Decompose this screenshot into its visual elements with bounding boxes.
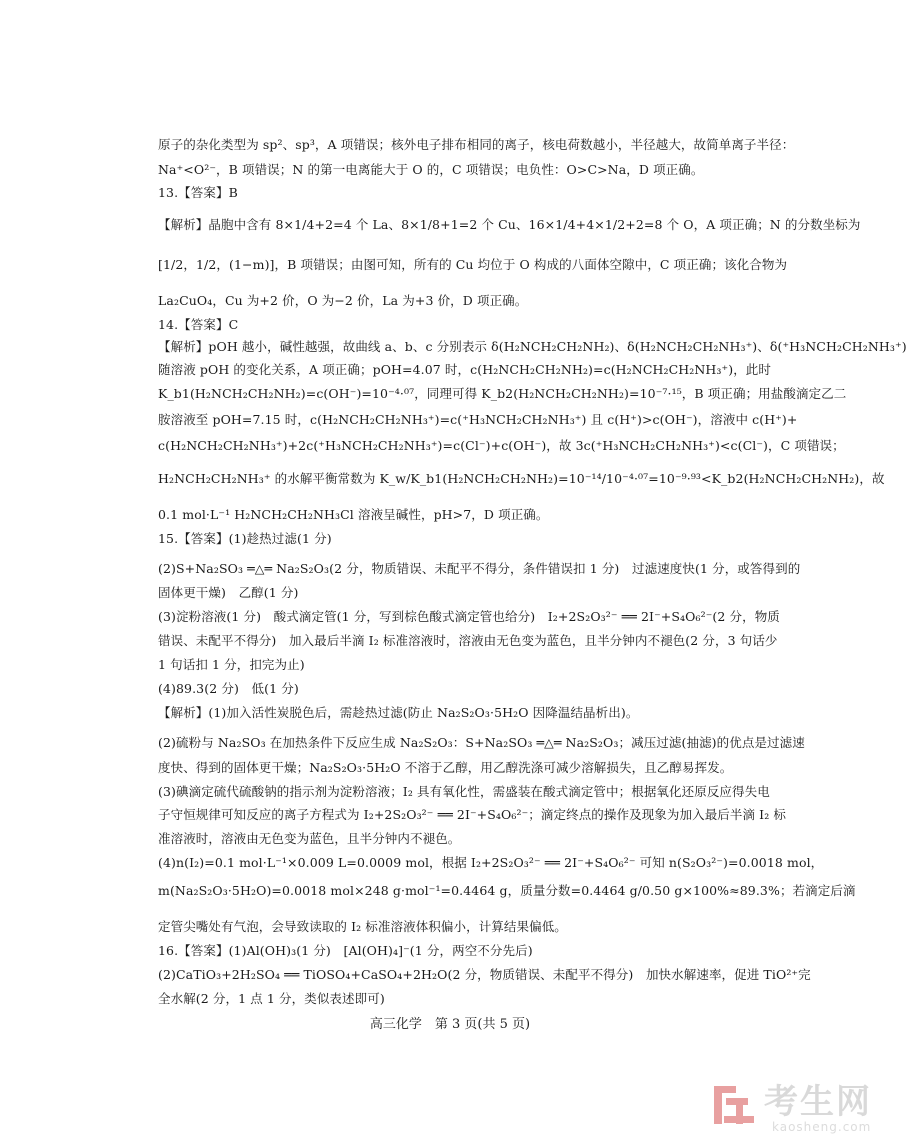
question-13-answer: 13.【答案】B bbox=[158, 185, 238, 200]
text-line: 【解析】(1)加入活性炭脱色后，需趁热过滤(防止 Na₂S₂O₃·5H₂O 因降温结晶析出)。 bbox=[158, 705, 639, 720]
watermark bbox=[712, 1082, 892, 1136]
text-line: 【解析】pOH 越小，碱性越强，故曲线 a、b、c 分别表示 δ(H₂NCH₂CH₂NH₂)、δ(H₂NCH₂CH₂NH₃⁺)、δ(⁺H₃NCH₂CH₂NH₃⁺) bbox=[158, 339, 907, 354]
watermark-name: 考生网 bbox=[764, 1082, 872, 1122]
text-line: 随溶液 pOH 的变化关系，A 项正确；pOH=4.07 时，c(H₂NCH₂CH₂NH₂)=c(H₂NCH₂CH₂NH₃⁺)，此时 bbox=[158, 362, 772, 377]
text-line: m(Na₂S₂O₃·5H₂O)=0.0018 mol×248 g·mol⁻¹=0.4464 g，质量分数=0.4464 g/0.50 g×100%≈89.3%；若滴定后滴 bbox=[158, 883, 856, 898]
text-line: (3)淀粉溶液(1 分) 酸式滴定管(1 分，写到棕色酸式滴定管也给分) I₂+2S₂O₃²⁻ ══ 2I⁻+S₄O₆²⁻(2 分，物质 bbox=[158, 609, 780, 624]
text-line: 固体更干燥) 乙醇(1 分) bbox=[158, 585, 299, 600]
text-line: (2)硫粉与 Na₂SO₃ 在加热条件下反应生成 Na₂S₂O₃：S+Na₂SO₃ ═△═ Na₂S₂O₃；减压过滤(抽滤)的优点是过滤速 bbox=[158, 735, 805, 750]
text-line: c(H₂NCH₂CH₂NH₃⁺)+2c(⁺H₃NCH₂CH₂NH₃⁺)=c(Cl⁻)+c(OH⁻)，故 3c(⁺H₃NCH₂CH₂NH₃⁺)<c(Cl⁻)，C 项错误； bbox=[158, 438, 845, 453]
text-line: (3)碘滴定硫代硫酸钠的指示剂为淀粉溶液；I₂ 具有氧化性，需盛装在酸式滴定管中；根据氧化还原反应得失电 bbox=[158, 784, 770, 799]
text-line: 0.1 mol·L⁻¹ H₂NCH₂CH₂NH₃Cl 溶液呈碱性，pH>7，D 项正确。 bbox=[158, 507, 549, 522]
text-line: (4)89.3(2 分) 低(1 分) bbox=[158, 681, 299, 696]
watermark-url: kaosheng.com bbox=[772, 1120, 872, 1134]
text-line: 【解析】晶胞中含有 8×1/4+2=4 个 La、8×1/8+1=2 个 Cu、16×1/4+4×1/2+2=8 个 O，A 项正确；N 的分数坐标为 bbox=[158, 217, 861, 232]
text-line: 原子的杂化类型为 sp²、sp³，A 项错误；核外电子排布相同的离子，核电荷数越小，半径越大，故简单离子半径： bbox=[158, 137, 795, 152]
text-line: K_b1(H₂NCH₂CH₂NH₂)=c(OH⁻)=10⁻⁴·⁰⁷，同理可得 K_b2(H₂NCH₂CH₂NH₂)=10⁻⁷·¹⁵，B 项正确；用盐酸滴定乙二 bbox=[158, 386, 847, 401]
text-line: [1/2，1/2，(1−m)]，B 项错误；由图可知，所有的 Cu 均位于 O 构成的八面体空隙中，C 项正确；该化合物为 bbox=[158, 257, 788, 272]
text-line: 1 句话扣 1 分，扣完为止) bbox=[158, 657, 305, 672]
text-line: (2)CaTiO₃+2H₂SO₄ ══ TiOSO₄+CaSO₄+2H₂O(2 分，物质错误、未配平不得分) 加快水解速率，促进 TiO²⁺完 bbox=[158, 967, 811, 982]
question-15-answer: 15.【答案】(1)趁热过滤(1 分) bbox=[158, 531, 332, 546]
text-line: 错误、未配平不得分) 加入最后半滴 I₂ 标准溶液时，溶液由无色变为蓝色，且半分钟内不褪色(2 分，3 句话少 bbox=[158, 633, 778, 648]
text-line: (2)S+Na₂SO₃ ═△═ Na₂S₂O₃(2 分，物质错误、未配平不得分，条件错误扣 1 分) 过滤速度快(1 分，或答得到的 bbox=[158, 561, 801, 576]
text-line: La₂CuO₄，Cu 为+2 价，O 为−2 价，La 为+3 价，D 项正确。 bbox=[158, 293, 528, 308]
text-line: 胺溶液至 pOH=7.15 时，c(H₂NCH₂CH₂NH₃⁺)=c(⁺H₃NCH₂CH₂NH₃⁺) 且 c(H⁺)>c(OH⁻)，溶液中 c(H⁺)+ bbox=[158, 412, 798, 427]
text-line: 子守恒规律可知反应的离子方程式为 I₂+2S₂O₃²⁻ ══ 2I⁻+S₄O₆²⁻；滴定终点的操作及现象为加入最后半滴 I₂ 标 bbox=[158, 807, 786, 822]
text-line: (4)n(I₂)=0.1 mol·L⁻¹×0.009 L=0.0009 mol，根据 I₂+2S₂O₃²⁻ ══ 2I⁻+S₄O₆²⁻ 可知 n(S₂O₃²⁻)=0.0018 mol， bbox=[158, 855, 824, 870]
question-16-answer: 16.【答案】(1)Al(OH)₃(1 分) [Al(OH)₄]⁻(1 分，两空不分先后) bbox=[158, 943, 533, 958]
text-line: 准溶液时，溶液由无色变为蓝色，且半分钟内不褪色。 bbox=[158, 831, 461, 846]
text-line: 全水解(2 分，1 点 1 分，类似表述即可) bbox=[158, 991, 385, 1006]
text-line: H₂NCH₂CH₂NH₃⁺ 的水解平衡常数为 K_w/K_b1(H₂NCH₂CH₂NH₂)=10⁻¹⁴/10⁻⁴·⁰⁷=10⁻⁹·⁹³<K_b2(H₂NCH₂CH₂NH₂)，故 bbox=[158, 471, 885, 486]
text-line: 定管尖嘴处有气泡，会导致读取的 I₂ 标准溶液体积偏小，计算结果偏低。 bbox=[158, 919, 567, 934]
kaosheng-logo-icon bbox=[712, 1082, 758, 1128]
text-line: Na⁺<O²⁻，B 项错误；N 的第一电离能大于 O 的，C 项错误；电负性：O>C>Na，D 项正确。 bbox=[158, 162, 704, 177]
page-footer: 高三化学 第 3 页(共 5 页) bbox=[369, 1017, 531, 1032]
text-line: 度快、得到的固体更干燥；Na₂S₂O₃·5H₂O 不溶于乙醇，用乙醇洗涤可减少溶解损失，且乙醇易挥发。 bbox=[158, 760, 733, 775]
question-14-answer: 14.【答案】C bbox=[158, 317, 239, 332]
